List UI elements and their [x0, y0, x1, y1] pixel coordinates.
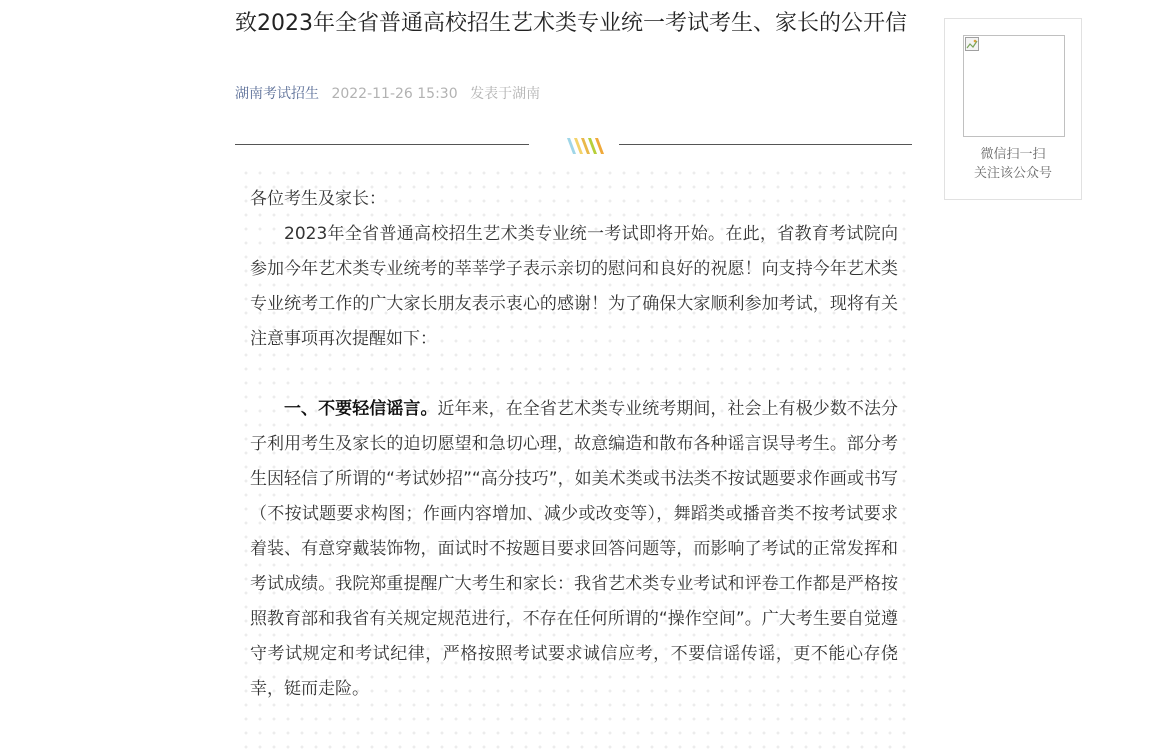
qr-caption: [945, 145, 1081, 183]
article-title: 致2023年全省普通高校招生艺术类专业统一考试考生、家长的公开信: [235, 11, 907, 36]
qr-code-image: [963, 35, 1065, 137]
article-body: [235, 162, 912, 750]
decorative-divider: [235, 136, 912, 156]
publish-location: 发表于湖南: [470, 86, 541, 102]
article-meta: [235, 84, 540, 104]
divider-line-right: [619, 144, 912, 145]
stripes-icon: [565, 136, 605, 156]
paragraph-spacer: [250, 357, 898, 392]
section-1-paragraph: [250, 392, 898, 707]
section-1-heading: 一、不要轻信谣言。: [284, 399, 438, 419]
divider-line-left: [235, 144, 529, 145]
qr-caption-line-1: 微信扫一扫: [980, 147, 1046, 162]
intro-paragraph: 2023年全省普通高校招生艺术类专业统一考试即将开始。在此，省教育考试院向参加今年艺术类专业统考的莘莘学子表示亲切的慰问和良好的祝愿！向支持今年艺术类专业统考工作的广大家长朋友表示衷心的感谢！为了确保大家顺利参加考试，现将有关注意事项再次提醒如下：: [250, 224, 898, 349]
publish-time: 2022-11-26 15:30: [331, 86, 458, 102]
qr-caption-line-2: 关注该公众号: [973, 166, 1052, 181]
account-name-link[interactable]: 湖南考试招生: [235, 86, 319, 102]
greeting: 各位考生及家长：: [250, 189, 386, 209]
qr-code-panel: [944, 18, 1082, 200]
section-1-body: 近年来，在全省艺术类专业统考期间，社会上有极少数不法分子利用考生及家长的迫切愿望和急切心理，故意编造和散布各种谣言误导考生。部分考生因轻信了所谓的“考试妙招”“高分技巧”，如美术类或书法类不按试题要求作画或书写（不按试题要求构图；作画内容增加、减少或改变等），舞蹈类或播音类不按考试要求着装、有意穿戴装饰物，面试时不按题目要求回答问题等，而影响了考试的正常发挥和考试成绩。我院郑重提醒广大考生和家长：我省艺术类专业考试和评卷工作都是严格按照教育部和我省有关规定规范进行，不存在任何所谓的“操作空间”。广大考生要自觉遵守考试规定和考试纪律，严格按照考试要求诚信应考，不要信谣传谣，更不能心存侥幸，铤而走险。: [250, 399, 899, 699]
broken-image-icon: [965, 37, 979, 51]
